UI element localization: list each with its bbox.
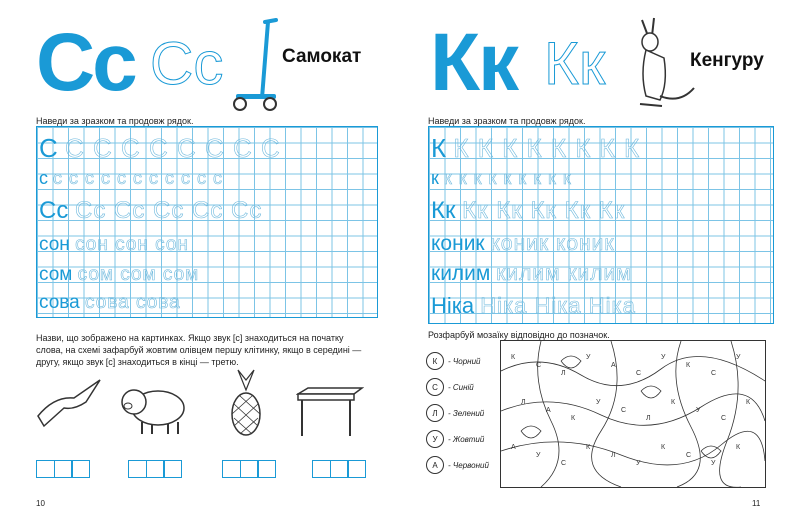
mosaic-letter: С — [721, 415, 727, 422]
copy-instruction: Наведи за зразком та продовж рядок. — [428, 116, 586, 126]
kangaroo-illustration — [632, 14, 698, 112]
table-picture — [296, 386, 364, 438]
mosaic-letter: С — [536, 362, 542, 369]
mosaic-letter: С — [711, 370, 717, 377]
mosaic-letter: К — [671, 399, 676, 406]
pig-picture — [118, 380, 190, 436]
mosaic-letter: У — [586, 354, 591, 361]
row-1: С С С С С С С С С — [39, 133, 281, 163]
legend-green: Л - Зелений — [426, 404, 484, 422]
row-3: Сс Сс Сс Сс Сс Сс — [39, 197, 263, 224]
copy-instruction: Наведи за зразком та продовж рядок. — [36, 116, 194, 126]
mosaic-letter: К — [586, 444, 591, 451]
sound-scheme-3[interactable] — [222, 460, 275, 478]
mosaic-letter: Л — [611, 452, 616, 459]
swallow-picture — [34, 376, 104, 428]
dotted-letter-k: Кк — [544, 30, 606, 97]
mosaic-letter: С — [636, 370, 642, 377]
row-2: к к к к к к к к к к — [431, 168, 572, 188]
row-5: сом сом сом сом — [39, 264, 200, 285]
sound-scheme-2[interactable] — [128, 460, 181, 478]
sound-scheme-4[interactable] — [312, 460, 365, 478]
writing-grid — [36, 126, 378, 318]
row-6: Ніка Ніка Ніка Ніка — [431, 293, 636, 318]
mosaic-letter: К — [661, 444, 666, 451]
mosaic-letter: К — [511, 354, 516, 361]
legend-blue: С - Синій — [426, 378, 474, 396]
mosaic-letter: У — [596, 399, 601, 406]
scooter-illustration — [232, 16, 282, 116]
page-number: 11 — [752, 499, 761, 508]
word-samokat: Самокат — [282, 46, 362, 67]
row-1: К К К К К К К К К — [431, 133, 641, 163]
mosaic-letter: К — [746, 399, 751, 406]
mosaic-letter: А — [546, 407, 551, 414]
big-letter-k: Кк — [430, 17, 518, 108]
row-6: сова сова сова — [39, 292, 181, 313]
row-5: килим килим килим — [431, 262, 632, 285]
word-kenguru: Кенгуру — [690, 50, 764, 71]
big-letter-s: Сс — [36, 17, 136, 108]
mosaic-instruction: Розфарбуй мозаїку відповідно до позначок. — [428, 330, 610, 340]
legend-black: К - Чорний — [426, 352, 480, 370]
writing-grid — [428, 126, 774, 324]
mosaic-letter: К — [736, 444, 741, 451]
mosaic-letter: Л — [561, 370, 566, 377]
mosaic-letter: К — [571, 415, 576, 422]
mosaic-picture[interactable] — [500, 340, 766, 488]
dotted-letter-s: Сс — [150, 30, 224, 97]
mosaic-letter: У — [536, 452, 541, 459]
mosaic-letter: К — [686, 362, 691, 369]
row-2: с с с с с с с с с с с с — [39, 168, 224, 188]
mosaic-letter: А — [511, 444, 516, 451]
right-page — [400, 0, 800, 520]
row-4: коник коник коник — [431, 232, 615, 255]
sound-scheme-1[interactable] — [36, 460, 89, 478]
mosaic-letter: У — [711, 460, 716, 467]
mosaic-letter: Л — [646, 415, 651, 422]
mosaic-letter: С — [621, 407, 627, 414]
mosaic-letter: С — [686, 452, 692, 459]
mosaic-letter: У — [636, 460, 641, 467]
mosaic-letter: У — [661, 354, 666, 361]
legend-yellow: У - Жовтий — [426, 430, 484, 448]
legend-red: А - Червоний — [426, 456, 489, 474]
mosaic-letter: У — [696, 407, 701, 414]
pineapple-picture — [226, 368, 266, 438]
mosaic-letter: А — [611, 362, 616, 369]
mosaic-letter: У — [736, 354, 741, 361]
row-3: Кк Кк Кк Кк Кк Кк — [431, 197, 626, 224]
page-number: 10 — [36, 499, 45, 508]
task-text: Назви, що зображено на картинках. Якщо звук [с] знаходиться на початку слова, на схемі зафарбуй жовтим олівцем першу клітинку, якщо в середині — другу, якщо звук [с] знаходиться в кінці — третю. — [36, 333, 362, 368]
mosaic-letter: Л — [521, 399, 526, 406]
row-4: сон сон сон сон — [39, 234, 189, 255]
mosaic-letter: С — [561, 460, 567, 467]
